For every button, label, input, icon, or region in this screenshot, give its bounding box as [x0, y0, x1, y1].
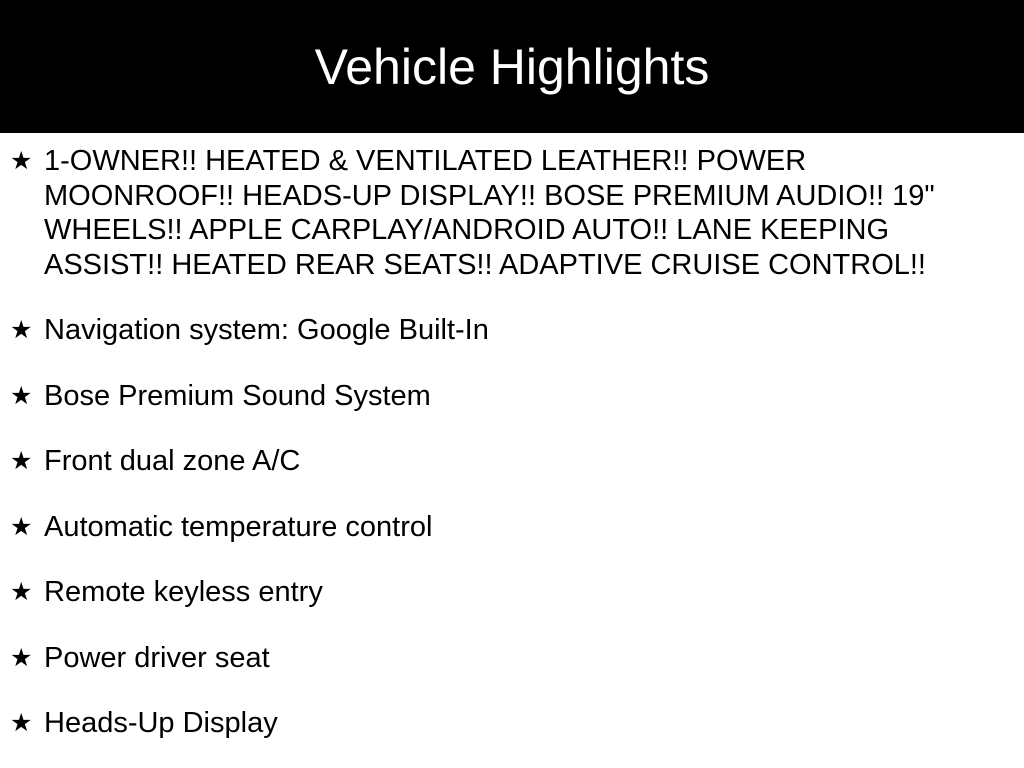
star-bullet-icon: ★: [10, 642, 33, 672]
list-item: [10, 313, 964, 348]
list-item-text: 1-OWNER!! HEATED & VENTILATED LEATHER!! POWER MOONROOF!! HEADS-UP DISPLAY!! BOSE PREMIUM AUDIO!! 19" WHEELS!! APPLE CARPLAY/ANDROID AUTO!! LANE KEEPING ASSIST!! HEATED REAR SEATS!! ADAPTIVE CRUISE CONTROL!!: [44, 145, 935, 281]
star-bullet-icon: ★: [10, 708, 33, 737]
list-item: [10, 706, 964, 741]
list-item-text: Power driver seat: [44, 641, 270, 674]
list-item-text: Heads-Up Display: [44, 707, 278, 739]
list-item: [10, 379, 964, 414]
list-item: [10, 575, 964, 610]
highlights-list: [10, 144, 964, 741]
slide-header: [0, 0, 1024, 133]
star-bullet-icon: ★: [10, 511, 33, 541]
list-item-text: Bose Premium Sound System: [44, 379, 431, 412]
list-item: [10, 444, 964, 479]
list-item-text: Front dual zone A/C: [44, 445, 301, 477]
slide-body: [0, 133, 1024, 741]
list-item: [10, 144, 964, 282]
list-item: [10, 510, 964, 545]
star-bullet-icon: ★: [10, 315, 33, 344]
list-item-text: Automatic temperature control: [44, 510, 433, 543]
star-bullet-icon: ★: [10, 577, 33, 606]
star-bullet-icon: ★: [10, 446, 33, 475]
list-item-text: Navigation system: Google Built-In: [44, 314, 489, 346]
star-bullet-icon: ★: [10, 146, 33, 175]
page-title: Vehicle Highlights: [314, 38, 710, 95]
list-item: [10, 641, 964, 676]
list-item-text: Remote keyless entry: [44, 576, 323, 608]
star-bullet-icon: ★: [10, 380, 33, 410]
